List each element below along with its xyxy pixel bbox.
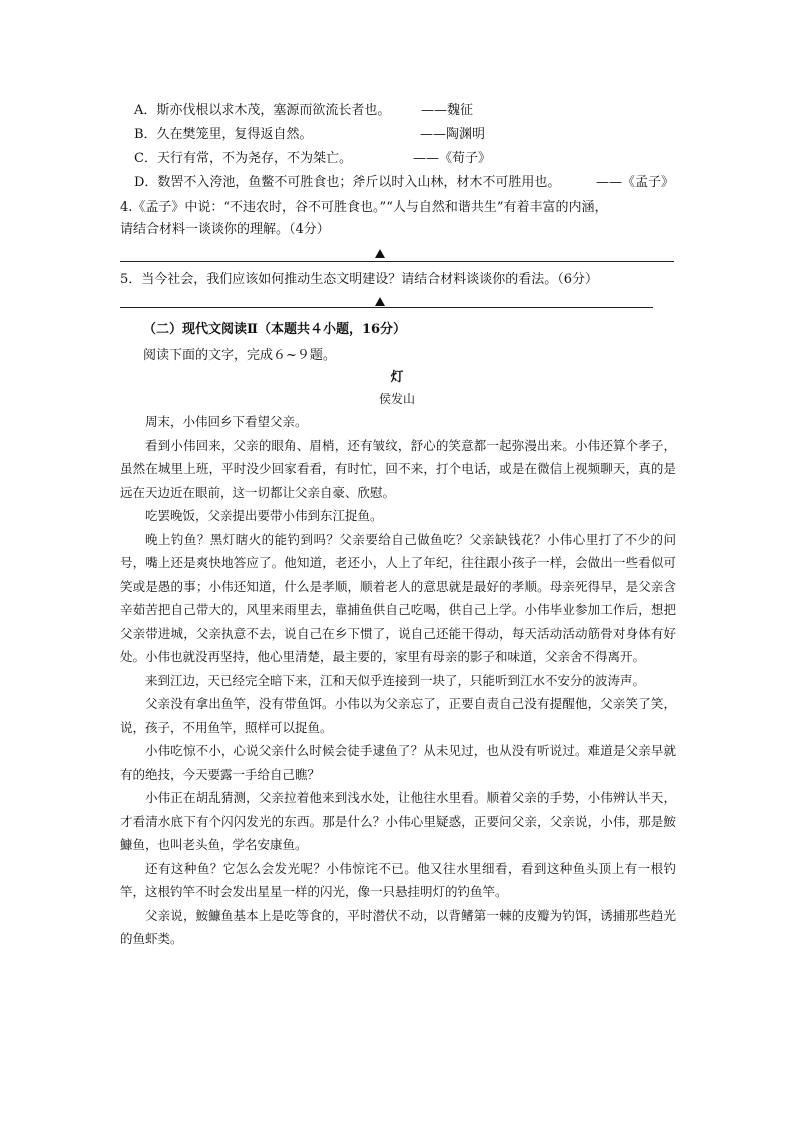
paragraph: 父亲说，鮟鱇鱼基本上是吃等食的，平时潜伏不动，以背鳍第一棘的皮瓣为钓饵，诱捕那些趋光的鱼虾类。 — [120, 907, 676, 946]
paragraph: 父亲没有拿出鱼竿，没有带鱼饵。小伟以为父亲忘了，正要自责自己没有提醒他，父亲笑了笑，说，孩子，不用鱼竿，照样可以捉鱼。 — [120, 696, 676, 735]
paragraph: 吃罢晚饭，父亲提出要带小伟到东江捉鱼。 — [145, 508, 383, 523]
paragraph: 周末，小伟回乡下看望父亲。 — [145, 414, 308, 429]
answer-marker-icon — [375, 297, 385, 306]
option-d — [134, 173, 675, 193]
answer-line-q5[interactable] — [120, 307, 653, 308]
answer-line-q4[interactable] — [120, 261, 674, 262]
answer-marker-icon — [375, 249, 385, 258]
paragraph: 看到小伟回来，父亲的眼角、眉梢，还有皱纹，舒心的笑意都一起弥漫出来。小伟还算个孝子，虽然在城里上班，平时没少回家看看，有时忙，回不来，打个电话，或是在微信上视频聊天，真的是远在天边近在眼前，这一切都让父亲自豪、欣慰。 — [120, 437, 676, 500]
option-c-source: ——《荀子》 — [413, 151, 492, 166]
option-d-source: ——《孟子》 — [596, 175, 675, 190]
paragraph: 小伟吃惊不小，心说父亲什么时候会徒手逮鱼了？从未见过，也从没有听说过。难道是父亲早就有的绝技，今天要露一手给自己瞧？ — [120, 743, 676, 782]
section-instruction: 阅读下面的文字，完成６~９题。 — [143, 348, 336, 363]
option-c — [134, 149, 492, 169]
article-title: 灯 — [390, 370, 404, 385]
question-5: 5．当今社会，我们应该如何推动生态文明建设？请结合材料谈谈你的看法。（6分） — [120, 272, 599, 287]
question-4-line1: 4.《孟子》中说：“不违农时，谷不可胜食也。”“人与自然和谐共生”有着丰富的内涵， — [120, 200, 608, 215]
option-d-text: D．数罟不入洿池，鱼鳖不可胜食也；斧斤以时入山林，材木不可胜用也。 — [134, 175, 561, 190]
option-c-text: C．天行有常，不为尧存，不为桀亡。 — [134, 151, 352, 166]
paragraph: 来到江边，天已经完全暗下来，江和天似乎连接到一块了，只能听到江水不安分的波涛声。 — [145, 672, 646, 688]
option-b-source: ——陶渊明 — [420, 127, 486, 142]
option-b-text: B．久在樊笼里，复得返自然。 — [134, 127, 313, 142]
section-heading: （二）现代文阅读Ⅱ（本题共４小题，16分） — [143, 322, 407, 337]
option-b — [134, 125, 486, 145]
question-4-line2: 请结合材料一谈谈你的理解。（4分） — [120, 222, 330, 237]
paragraph: 小伟正在胡乱猜测，父亲拉着他来到浅水处，让他往水里看。顺着父亲的手势，小伟辨认半天，才看清水底下有个闪闪发光的东西。那是什么？小伟心里疑惑，正要问父亲，父亲说，小伟，那是鮟鱇鱼，也叫老头鱼，学名安康鱼。 — [120, 790, 676, 852]
option-a — [134, 101, 474, 121]
article-body — [120, 410, 676, 951]
option-a-text: A．斯亦伐根以求木茂，塞源而欲流长者也。 — [134, 103, 391, 118]
option-a-source: ——魏征 — [421, 103, 474, 118]
article-author: 侯发山 — [378, 392, 415, 406]
paragraph: 晚上钓鱼？黑灯瞎火的能钓到吗？父亲要给自己做鱼吃？父亲缺钱花？小伟心里打了不少的问号，嘴上还是爽快地答应了。他知道，老还小，人上了年纪，往往跟小孩子一样，会做出一些看似可笑或是愚的事；小伟还知道，什么是孝顺，顺着老人的意思就是最好的孝顺。母亲死得早，是父亲含辛茹苦把自己带大的，风里来雨里去，靠捕鱼供自己吃喝，供自己上学。小伟毕业参加工作后，想把父亲带进城，父亲执意不去，说自己在乡下惯了，说自己还能干得动，每天活动活动筋骨对身体有好处。小伟也就没再坚持，他心里清楚，最主要的，家里有母亲的影子和味道，父亲舍不得离开。 — [120, 531, 676, 664]
paragraph: 还有这种鱼？它怎么会发光呢？小伟惊诧不已。他又往水里细看，看到这种鱼头顶上有一根钓竿，这根钓竿不时会发出星星一样的闪光，像一只悬挂明灯的钓鱼竿。 — [120, 860, 676, 899]
